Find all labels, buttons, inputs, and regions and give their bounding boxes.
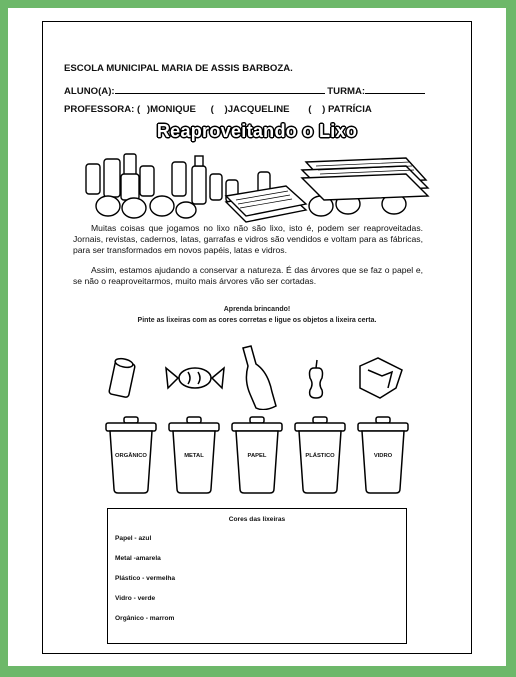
activity-heading: Aprenda brincando! (223, 306, 291, 313)
activity-instruction: Pinte as lixeiras com as cores corretas e ligue os objetos a lixeira certa. (137, 317, 377, 324)
teacher-paren: ( (210, 104, 214, 115)
bin-label: VIDRO (373, 453, 393, 459)
bottle-icon[interactable] (243, 346, 276, 410)
recyclables-illustration (76, 144, 436, 226)
bin-label: METAL (184, 453, 204, 459)
teacher-paren: ( (308, 104, 312, 115)
school-name: ESCOLA MUNICIPAL MARIA DE ASSIS BARBOZA. (64, 63, 293, 74)
teacher-option-patricia[interactable]: ) PATRÍCIA (322, 104, 372, 115)
crumpled-paper-icon[interactable] (360, 358, 402, 398)
objects-row (98, 344, 418, 410)
bin-vidro[interactable] (356, 415, 410, 495)
color-item-plastico: Plástico - vermelha (115, 575, 176, 582)
student-class-line (64, 84, 425, 97)
bin-metal[interactable] (167, 415, 221, 495)
class-blank[interactable] (365, 84, 425, 94)
color-item-vidro: Vidro - verde (115, 595, 156, 602)
teacher-line (64, 104, 372, 115)
colors-box-title: Cores das lixeiras (228, 516, 286, 523)
color-item-metal: Metal -amarela (115, 555, 161, 562)
paragraph-2: Assim, estamos ajudando a conservar a natureza. É das árvores que se faz o papel e, se não o reaproveitarmos, muito mais árvores vão ser cortadas. (73, 265, 423, 286)
student-label: ALUNO(A): (64, 86, 115, 97)
bin-label: PLÁSTICO (305, 453, 335, 459)
bin-label: ORGÂNICO (115, 453, 147, 459)
color-item-papel: Papel - azul (115, 535, 152, 542)
teacher-label: PROFESSORA: ( (64, 104, 141, 115)
class-label: TURMA: (327, 86, 366, 97)
bin-colors-box (107, 508, 407, 644)
can-icon[interactable] (109, 357, 136, 397)
worksheet-title: Reaproveitando o Lixo (156, 121, 358, 141)
bin-label: PAPEL (247, 453, 267, 459)
apple-core-icon[interactable] (310, 360, 323, 398)
teacher-option-monique[interactable]: )MONIQUE (146, 104, 196, 115)
bin-organico[interactable] (104, 415, 158, 495)
candy-icon[interactable] (166, 368, 224, 388)
paragraph-1: Muitas coisas que jogamos no lixo não são lixo, isto é, podem ser reaproveitadas. Jornais, revistas, cadernos, latas, garrafas e vidros são vendidos e voltam para as fábricas, para ser transformados em novos papéis, latas e vidros. (73, 223, 423, 255)
color-item-organico: Orgânico - marrom (115, 615, 175, 622)
student-name-blank[interactable] (115, 84, 325, 94)
worksheet-page (8, 8, 506, 666)
bin-papel[interactable] (230, 415, 284, 495)
teacher-option-jacqueline[interactable]: )JACQUELINE (224, 104, 290, 115)
bin-plastico[interactable] (293, 415, 347, 495)
